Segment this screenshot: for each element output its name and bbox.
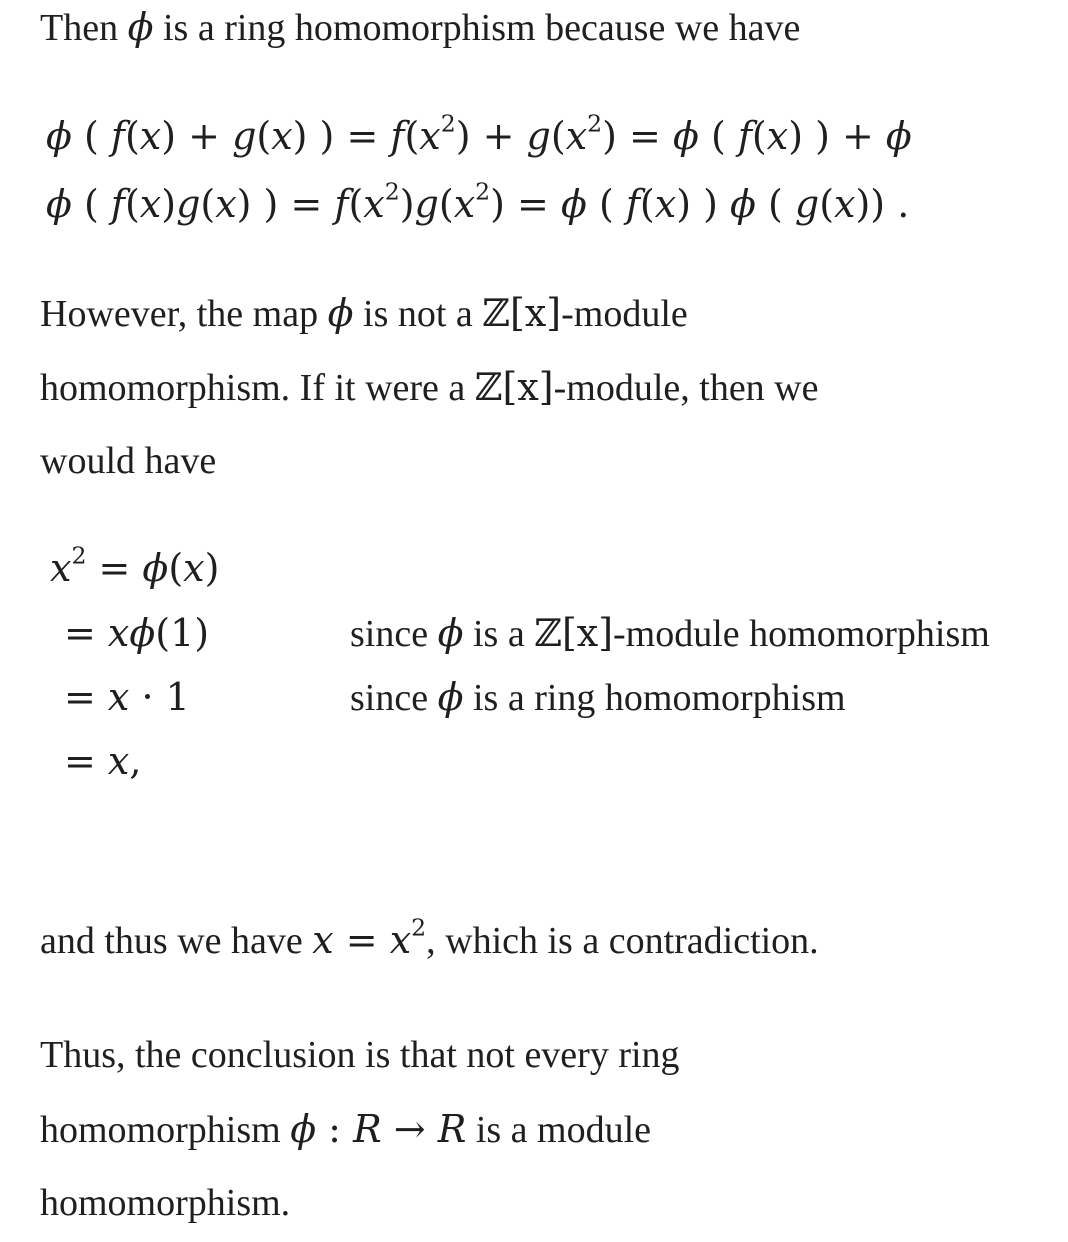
intro-text-before: Then — [40, 7, 128, 49]
align-row-3-note: since ϕ is a ring homomorphism — [350, 675, 846, 719]
align-row-2-lhs: = xϕ(1) — [64, 611, 210, 655]
module-then-text: -module, then we — [553, 367, 819, 409]
phi-symbol: ϕ — [127, 5, 154, 49]
paragraph-conclusion-line3 — [40, 1166, 290, 1240]
and-thus-text: and thus we have — [40, 920, 313, 962]
equation-sum: ϕ ( f(x) + g(x) ) = $f(x^2) + g(x^2) = \phi$ ( f(x) ) + ϕ — [46, 109, 912, 158]
module-text: -module — [561, 293, 688, 335]
align-row-1-lhs: $x^2 = \phi(x)$ — [50, 541, 220, 590]
intro-text-after: is a ring homomorphism because we have — [153, 7, 801, 49]
homomorphism-text: homomorphism — [40, 1109, 291, 1151]
phi-symbol: ϕ — [327, 291, 354, 335]
paragraph-conclusion-line1 — [40, 1018, 680, 1092]
phi-symbol: ϕ — [437, 611, 464, 655]
homomorphism-end-text: homomorphism. — [40, 1182, 291, 1224]
zx-ring-symbol: ℤ[x] — [482, 291, 562, 335]
however-text-2: is not a — [353, 293, 483, 335]
equation-product: ϕ ( f(x)g(x) ) = $f(x^2)g(x^2) = \phi$ ( f(x) ) ϕ ( g(x)) . — [46, 177, 910, 226]
however-text: However, the map — [40, 293, 328, 335]
zx-ring-symbol: ℤ[x] — [534, 611, 614, 655]
phi-symbol: ϕ — [437, 675, 464, 719]
if-it-were-text: homomorphism. If it were a — [40, 367, 475, 409]
paragraph-contradiction: and thus we have $x = x^2$, which is a contradiction. — [40, 913, 819, 962]
align-row-2-note: since ϕ is a ℤ[x]-module homomorphism — [350, 611, 990, 655]
align-row-4-lhs: = x, — [64, 739, 142, 783]
contradiction-text: , which is a contradiction. — [426, 920, 819, 962]
conclusion-text: Thus, the conclusion is that not every ring — [40, 1034, 680, 1076]
is-a-module-text: is a module — [466, 1109, 652, 1151]
paragraph-conclusion-line2: homomorphism ϕ : R → R is a module — [40, 1107, 652, 1151]
would-have-text: would have — [40, 440, 217, 482]
align-row-3-lhs: = x · 1 — [64, 675, 190, 719]
zx-ring-symbol: ℤ[x] — [474, 365, 554, 409]
